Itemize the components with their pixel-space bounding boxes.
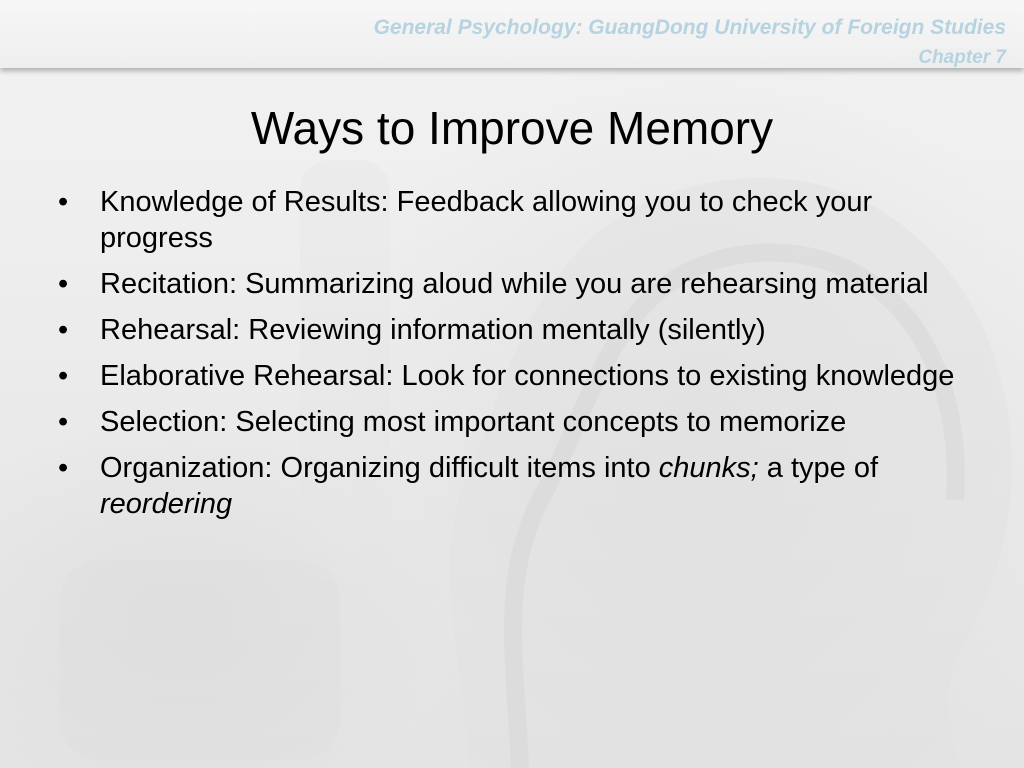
bullet-text: Selection: Selecting most important concepts to memorize [100, 406, 847, 438]
bullet-list [58, 184, 958, 532]
bullet-text: Elaborative Rehearsal: Look for connections to existing knowledge [100, 360, 955, 392]
course-header: General Psychology: GuangDong University of Foreign Studies [373, 16, 1006, 39]
bullet-item [58, 450, 958, 522]
chapter-header: Chapter 7 [918, 47, 1006, 68]
bullet-marker: • [58, 186, 69, 218]
slide-title: Ways to Improve Memory [250, 102, 774, 154]
bullet-marker: • [58, 360, 69, 392]
bullet-text [100, 452, 878, 520]
bullet-text: Recitation: Summarizing aloud while you are rehearsing material [100, 268, 929, 300]
bullet-text: Knowledge of Results: Feedback allowing you to check your progress [100, 186, 873, 254]
bullet-marker: • [58, 268, 69, 300]
bullet-item [58, 358, 958, 394]
bullet-marker: • [58, 452, 69, 484]
bullet-text: Rehearsal: Reviewing information mentally (silently) [100, 314, 766, 346]
bullet-text-emphasis: reordering [100, 488, 233, 520]
bullet-text-emphasis: chunks; [658, 452, 759, 484]
bullet-text-part: a type of [758, 452, 879, 484]
header-band [0, 0, 1024, 68]
bullet-marker: • [58, 406, 69, 438]
bullet-item [58, 184, 958, 256]
bullet-item [58, 266, 958, 302]
bullet-item [58, 404, 958, 440]
bullet-text-part: Organization: Organizing difficult items into [100, 452, 659, 484]
bullet-marker: • [58, 314, 69, 346]
bullet-item [58, 312, 958, 348]
